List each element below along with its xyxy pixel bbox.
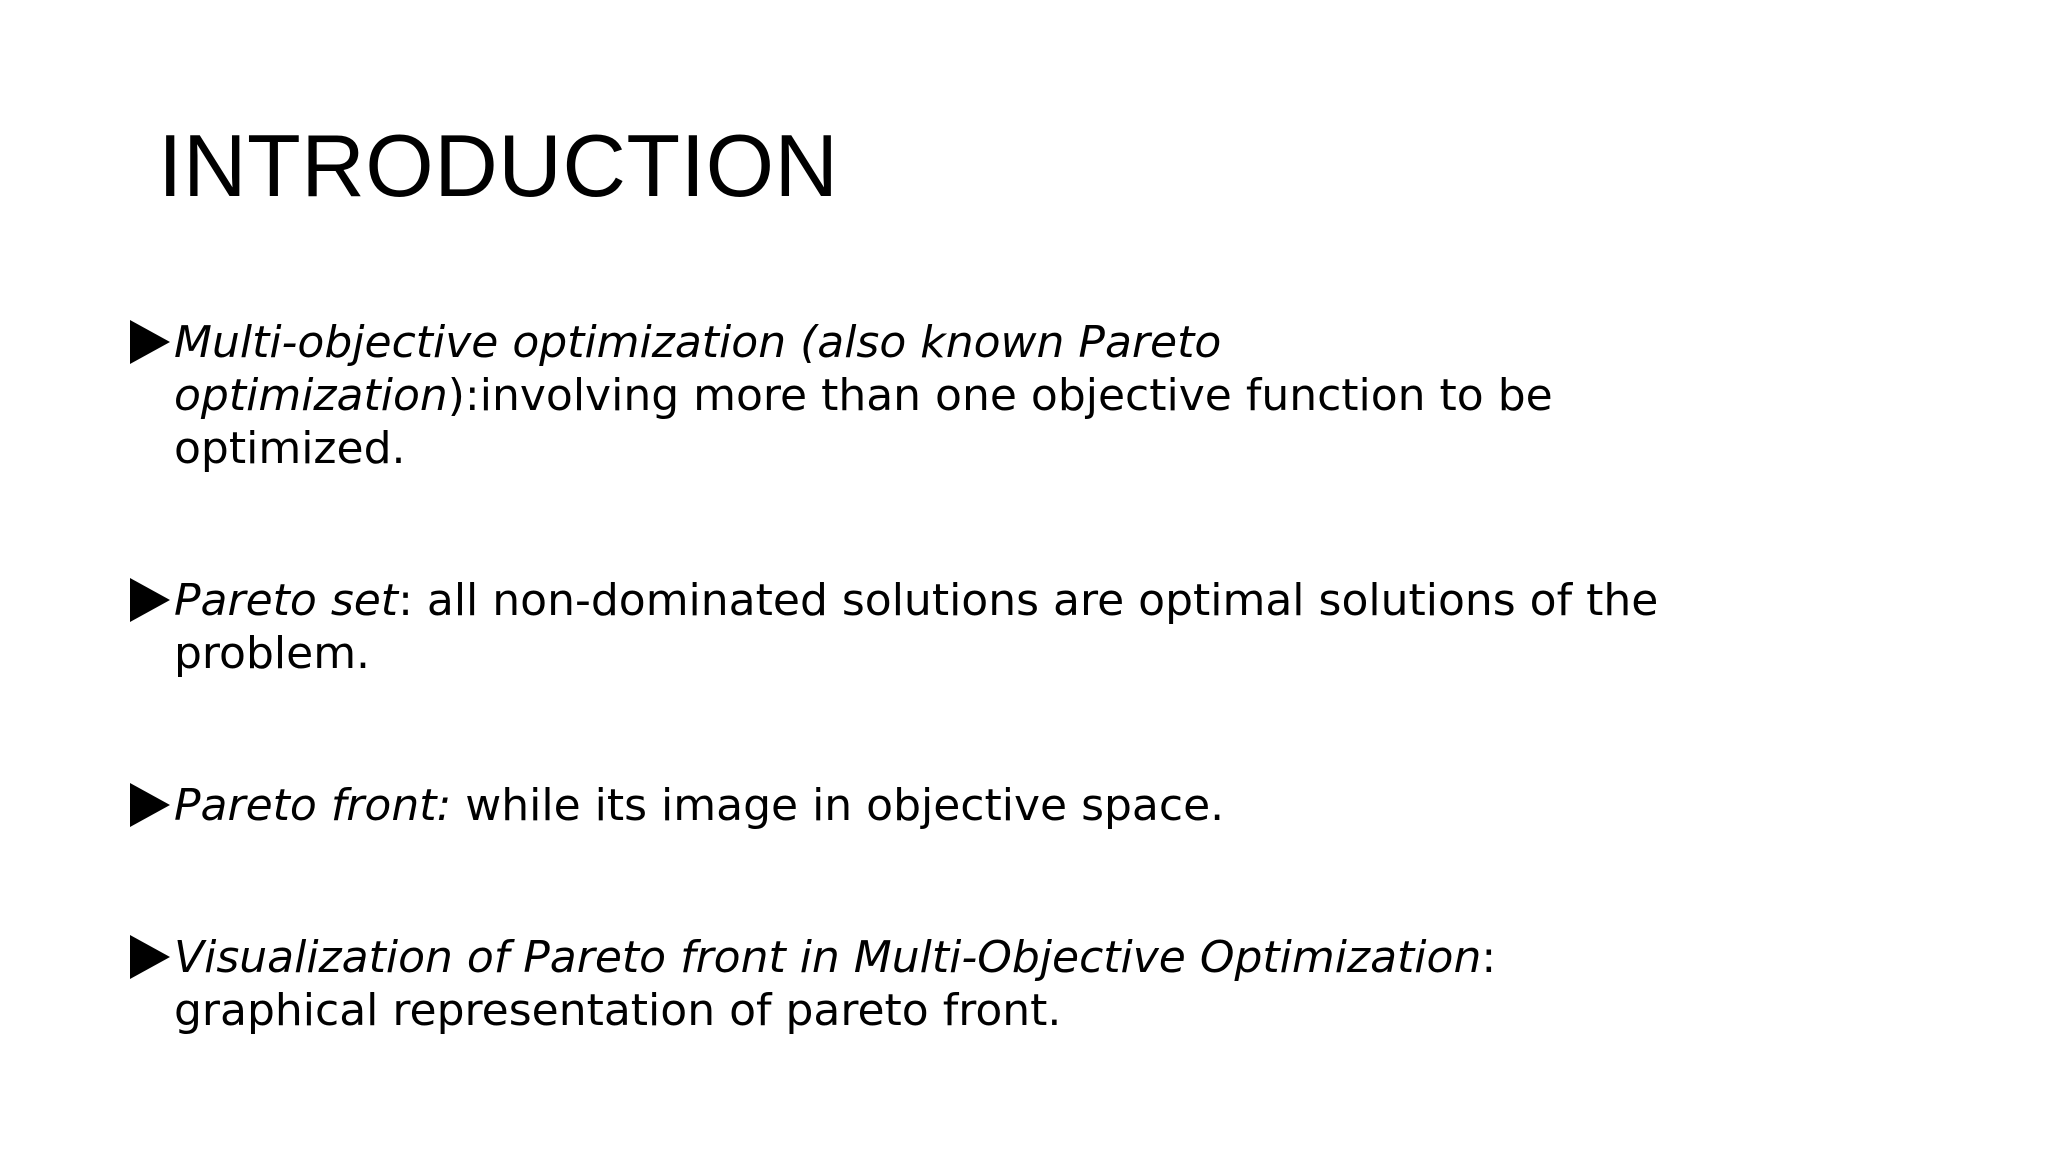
bullet-item	[130, 316, 1690, 475]
bullet-description: : graphical representation of pareto front.	[174, 932, 1497, 1036]
bullet-text	[164, 574, 1690, 680]
bullet-text	[164, 316, 1690, 475]
bullet-text	[164, 931, 1690, 1037]
bullet-description: : all non-dominated solutions are optimal solutions of the problem.	[174, 575, 1659, 679]
bullet-text	[164, 779, 1690, 832]
triangle-bullet-icon	[130, 316, 170, 372]
bullet-emphasis: Pareto front:	[174, 780, 452, 831]
bullet-item	[130, 931, 1690, 1037]
triangle-bullet-icon	[130, 931, 170, 987]
bullet-description: while its image in objective space.	[451, 780, 1225, 831]
slide-title: INTRODUCTION	[158, 116, 839, 215]
triangle-bullet-icon	[130, 574, 170, 630]
triangle-bullet-icon	[130, 779, 170, 835]
bullet-item	[130, 779, 1690, 832]
bullet-list	[130, 316, 1690, 1037]
bullet-emphasis: Multi-objective optimization (also known Pareto optimization	[174, 317, 1222, 421]
bullet-emphasis: Visualization of Pareto front in Multi-Objective Optimization	[174, 932, 1482, 983]
bullet-description: ):involving more than one objective function to be optimized.	[174, 370, 1553, 474]
bullet-emphasis: Pareto set	[174, 575, 399, 626]
bullet-item	[130, 574, 1690, 680]
